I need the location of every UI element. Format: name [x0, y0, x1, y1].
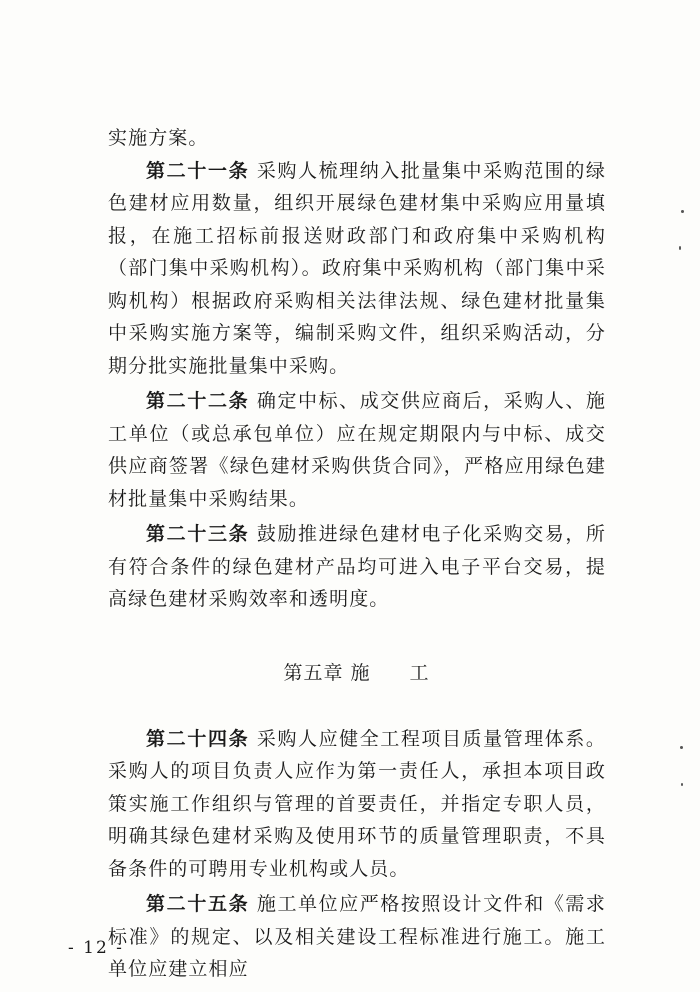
document-body: [108, 122, 606, 986]
article-number: 第二十三条: [146, 523, 250, 545]
intro-tail: 实施方案。: [108, 127, 209, 149]
article-text: 采购人应健全工程项目质量管理体系。采购人的项目负责人应作为第一责任人，承担本项目政策实施工作组织与管理的首要责任，并指定专职人员，明确其绿色建材采购及使用环节的质量管理职责，不具备条件的可聘用专业机构或人员。: [108, 727, 606, 880]
chapter-title-part-2: 工: [409, 661, 431, 684]
article-number: 第二十五条: [146, 893, 250, 915]
page-number: - 12 -: [68, 938, 124, 958]
scan-speck: [681, 783, 683, 786]
article-text: 采购人梳理纳入批量集中采购范围的绿色建材应用数量，组织开展绿色建材集中采购应用量填报，在施工招标前报送财政部门和政府集中采购机构（部门集中采购机构）。政府集中采购机构（部门集中采购机构）根据政府采购相关法律法规、绿色建材批量集中采购实施方案等，编制采购文件，组织采购活动，分期分批实施批量集中采购。: [108, 159, 606, 377]
article-text: 确定中标、成交供应商后，采购人、施工单位（或总承包单位）应在规定期限内与中标、成交供应商签署《绿色建材采购供货合同》，严格应用绿色建材批量集中采购结果。: [108, 390, 606, 510]
article-22: [108, 385, 606, 515]
article-text: 鼓励推进绿色建材电子化采购交易，所有符合条件的绿色建材产品均可进入电子平台交易，提高绿色建材采购效率和透明度。: [108, 523, 606, 610]
chapter-heading: [108, 658, 606, 685]
article-21: [108, 155, 606, 383]
article-number: 第二十四条: [146, 727, 250, 750]
chapter-number: 第五章: [283, 661, 344, 684]
scan-speck: [680, 746, 683, 749]
article-24: [108, 723, 606, 886]
article-text: 施工单位应严格按照设计文件和《需求标准》的规定、以及相关建设工程标准进行施工。施工单位应建立相应: [108, 893, 606, 980]
scan-speck: [679, 246, 681, 250]
article-23: [108, 518, 606, 616]
article-number: 第二十二条: [146, 390, 250, 412]
chapter-title-part-1: 施: [350, 661, 372, 684]
scan-speck: [681, 210, 684, 213]
article-25: [108, 888, 606, 986]
article-number: 第二十一条: [146, 159, 250, 182]
